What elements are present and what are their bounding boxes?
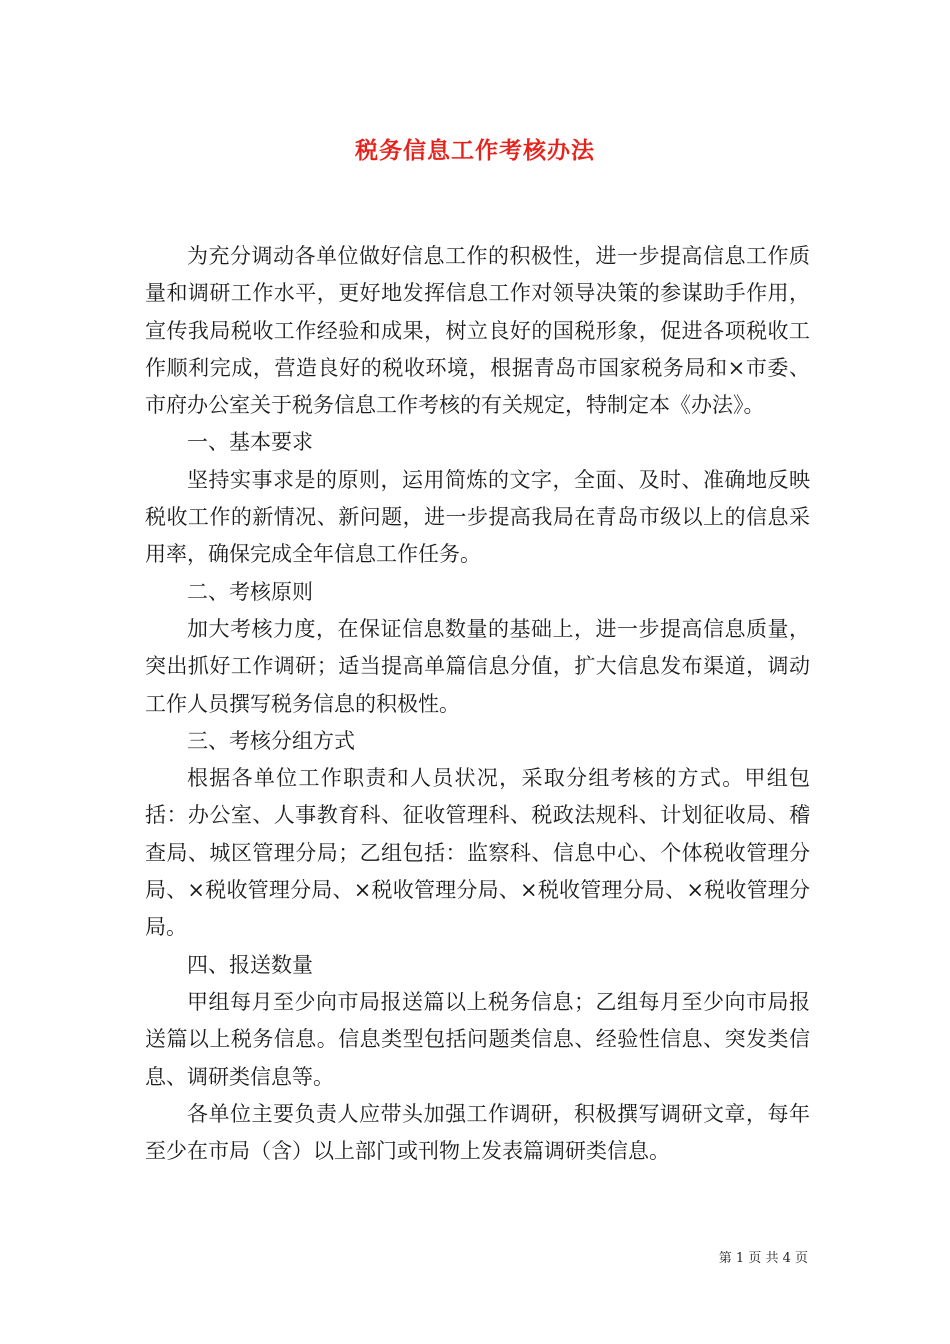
intro-paragraph: 为充分调动各单位做好信息工作的积极性，进一步提高信息工作质量和调研工作水平，更好地发挥信息工作对领导决策的参谋助手作用，宣传我局税收工作经验和成果，树立良好的国税形象，促进各项税收工作顺利完成，营造良好的税收环境，根据青岛市国家税务局和×市委、市府办公室关于税务信息工作考核的有关规定，特制定本《办法》。 [145,244,810,418]
section-heading-grouping-method: 三、考核分组方式 [187,728,355,753]
grouping-method-paragraph: 根据各单位工作职责和人员状况，采取分组考核的方式。甲组包括：办公室、人事教育科、征收管理科、税政法规科、计划征收局、稽查局、城区管理分局；乙组包括：监察科、信息中心、个体税收管理分局、×税收管理分局、×税收管理分局、×税收管理分局、×税收管理分局。 [145,766,810,940]
assessment-principles-paragraph: 加大考核力度，在保证信息数量的基础上，进一步提高信息质量，突出抓好工作调研；适当提高单篇信息分值，扩大信息发布渠道，调动工作人员撰写税务信息的积极性。 [145,616,810,716]
submission-quantity-paragraph: 甲组每月至少向市局报送篇以上税务信息；乙组每月至少向市局报送篇以上税务信息。信息类型包括问题类信息、经验性信息、突发类信息、调研类信息等。 [145,989,810,1089]
document-title: 税务信息工作考核办法 [355,137,595,164]
research-requirement-paragraph: 各单位主要负责人应带头加强工作调研，积极撰写调研文章，每年至少在市局（含）以上部门或刊物上发表篇调研类信息。 [145,1101,810,1164]
basic-requirements-paragraph: 坚持实事求是的原则，运用简炼的文字，全面、及时、准确地反映税收工作的新情况、新问题，进一步提高我局在青岛市级以上的信息采用率，确保完成全年信息工作任务。 [145,467,810,567]
section-heading-assessment-principles: 二、考核原则 [187,579,313,604]
section-heading-submission-quantity: 四、报送数量 [187,952,313,977]
document-body [145,238,810,1170]
section-heading-basic-requirements: 一、基本要求 [187,430,313,455]
page-number-footer: 第 1 页 共 4 页 [718,1251,808,1266]
